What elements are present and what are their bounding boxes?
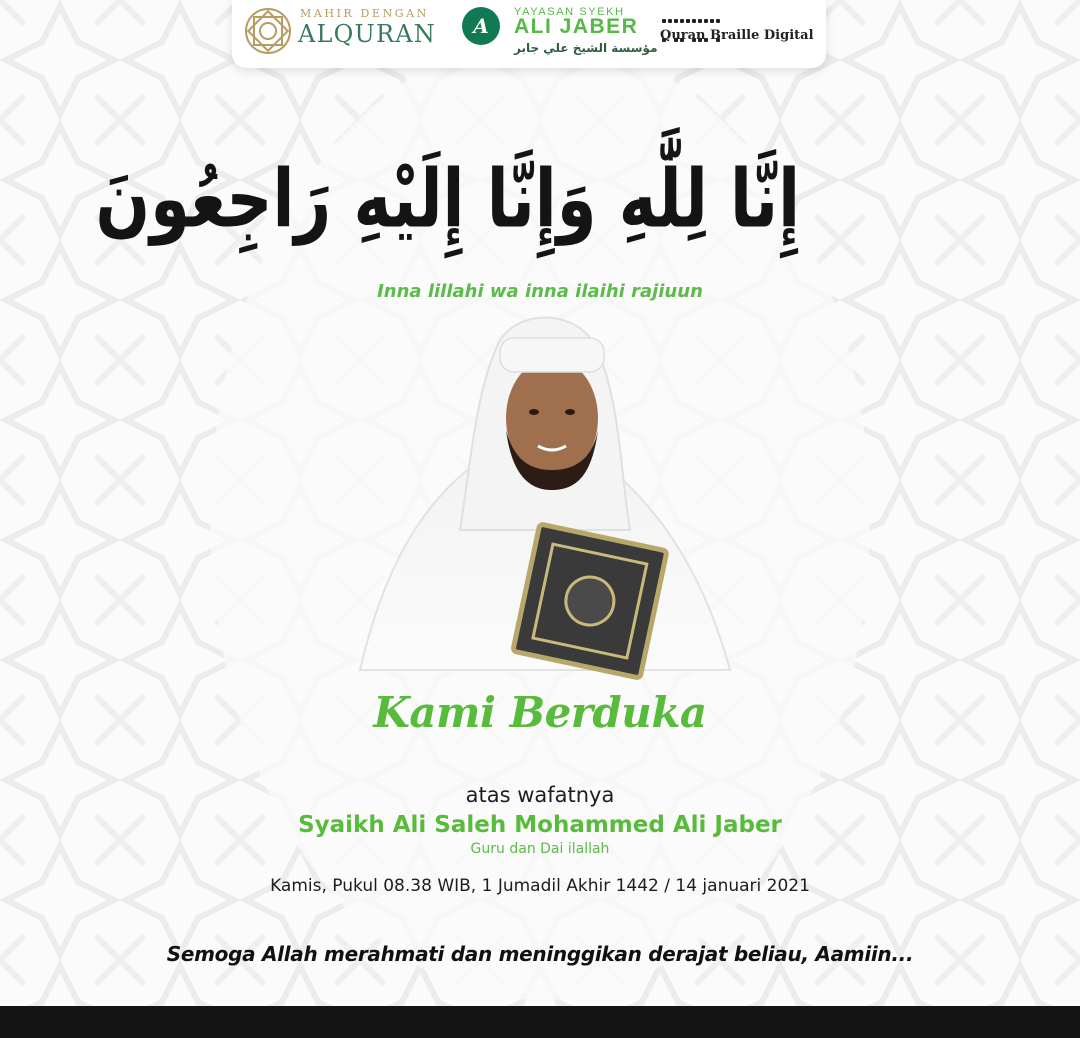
sponsor-logo-header — [232, 0, 826, 68]
arabic-calligraphy: إِنَّا لِلَّٰهِ وَإِنَّا إِلَيْهِ رَاجِعُونَ — [95, 153, 800, 247]
deceased-name: Syaikh Ali Saleh Mohammed Ali Jaber — [298, 812, 782, 838]
braille-dots-icon — [662, 8, 742, 26]
yayasan-ali-jaber-logo — [458, 2, 658, 64]
ornament-star-icon — [242, 5, 294, 57]
deceased-title: Guru dan Dai ilallah — [470, 841, 610, 857]
yayasan-logo-tagline: YAYASAN SYEKH — [514, 6, 625, 18]
headline: Kami Berduka — [373, 688, 707, 737]
transliteration: Inna lillahi wa inna ilaihi rajiuun — [377, 281, 703, 302]
portrait-photo — [330, 300, 750, 680]
intro-text: atas wafatnya — [465, 783, 615, 807]
yayasan-logo-arabic: مؤسسة الشيخ علي جابر — [514, 41, 658, 55]
date-line: Kamis, Pukul 08.38 WIB, 1 Jumadil Akhir 1442 / 14 januari 2021 — [270, 876, 810, 896]
aj-badge-icon: A — [462, 7, 500, 45]
bottom-bar — [0, 1006, 1080, 1038]
quran-braille-digital-logo — [660, 2, 820, 64]
braille-logo-title: Quran Braille Digital — [660, 28, 814, 43]
mahir-logo-tagline: MAHIR DENGAN — [300, 7, 429, 20]
mahir-logo-title: ALQURAN — [298, 20, 436, 48]
yayasan-logo-title: ALI JABER — [514, 15, 639, 38]
prayer-text: Semoga Allah merahmati dan meninggikan derajat beliau, Aamiin... — [166, 942, 914, 966]
mahir-dengan-alquran-logo — [242, 2, 452, 60]
